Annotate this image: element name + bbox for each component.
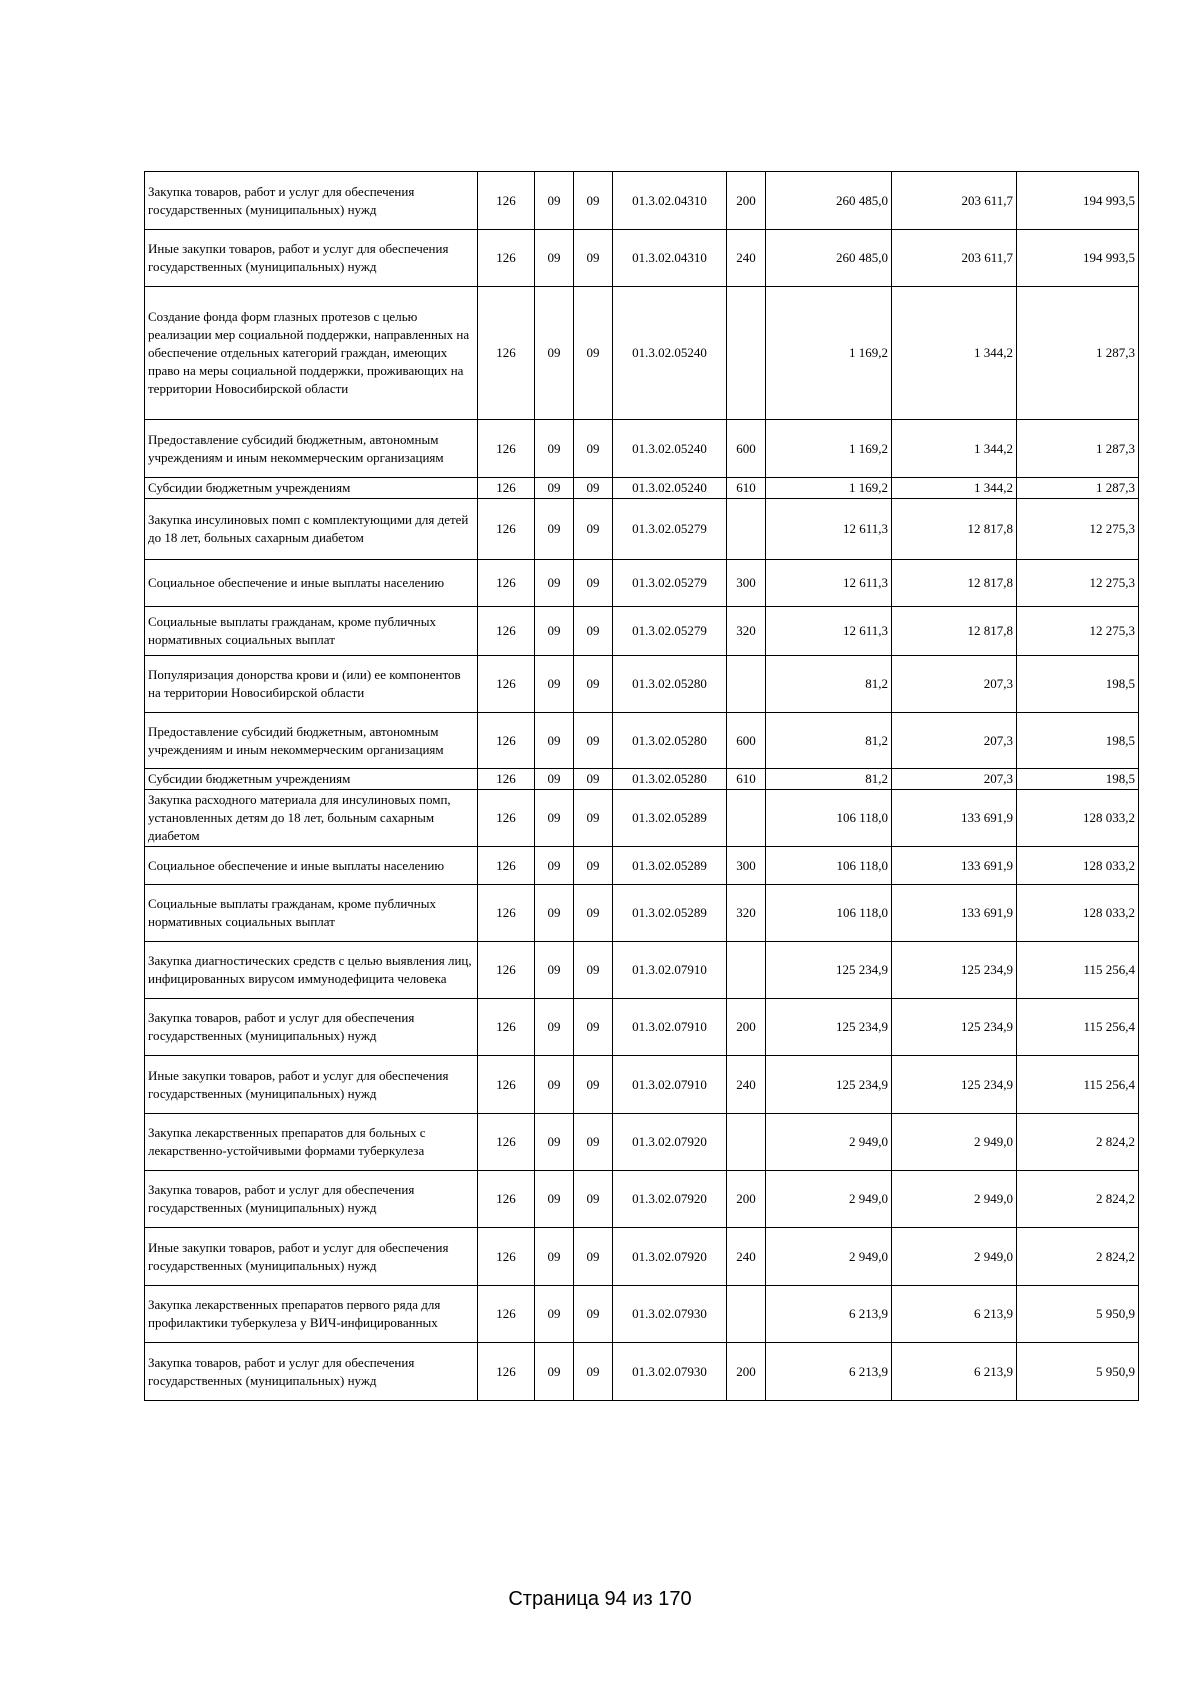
cell-amount-2: 12 817,8 — [892, 560, 1017, 607]
cell-section-code: 09 — [535, 1286, 574, 1343]
cell-amount-3: 128 033,2 — [1017, 790, 1139, 847]
cell-amount-2: 125 234,9 — [892, 942, 1017, 999]
row-description: Закупка товаров, работ и услуг для обеспечения государственных (муниципальных) нужд — [145, 999, 478, 1056]
cell-amount-2: 6 213,9 — [892, 1286, 1017, 1343]
cell-section-code: 09 — [535, 942, 574, 999]
cell-subsection-code: 09 — [574, 607, 613, 656]
cell-grbs-code: 126 — [478, 560, 535, 607]
cell-amount-2: 1 344,2 — [892, 287, 1017, 420]
cell-grbs-code: 126 — [478, 769, 535, 790]
cell-target-article: 01.3.02.05289 — [613, 885, 727, 942]
cell-grbs-code: 126 — [478, 885, 535, 942]
cell-amount-2: 6 213,9 — [892, 1343, 1017, 1401]
cell-amount-2: 125 234,9 — [892, 1056, 1017, 1114]
cell-expense-type: 200 — [727, 1171, 766, 1228]
cell-expense-type: 240 — [727, 1056, 766, 1114]
cell-amount-1: 2 949,0 — [766, 1114, 892, 1171]
cell-expense-type: 600 — [727, 420, 766, 478]
row-description: Закупка товаров, работ и услуг для обеспечения государственных (муниципальных) нужд — [145, 1343, 478, 1401]
cell-amount-3: 194 993,5 — [1017, 172, 1139, 230]
cell-amount-2: 1 344,2 — [892, 478, 1017, 499]
table-row — [145, 478, 1139, 499]
cell-subsection-code: 09 — [574, 172, 613, 230]
table-row — [145, 560, 1139, 607]
row-description: Закупка расходного материала для инсулиновых помп, установленных детям до 18 лет, больным сахарным диабетом — [145, 790, 478, 847]
cell-target-article: 01.3.02.05280 — [613, 656, 727, 713]
cell-amount-2: 133 691,9 — [892, 885, 1017, 942]
cell-target-article: 01.3.02.05240 — [613, 478, 727, 499]
cell-subsection-code: 09 — [574, 999, 613, 1056]
row-description: Предоставление субсидий бюджетным, автономным учреждениям и иным некоммерческим организациям — [145, 420, 478, 478]
cell-subsection-code: 09 — [574, 1228, 613, 1286]
cell-grbs-code: 126 — [478, 478, 535, 499]
cell-amount-2: 1 344,2 — [892, 420, 1017, 478]
cell-section-code: 09 — [535, 656, 574, 713]
cell-section-code: 09 — [535, 172, 574, 230]
cell-expense-type — [727, 656, 766, 713]
cell-expense-type — [727, 790, 766, 847]
cell-expense-type: 320 — [727, 885, 766, 942]
cell-subsection-code: 09 — [574, 769, 613, 790]
cell-subsection-code: 09 — [574, 499, 613, 560]
row-description: Социальные выплаты гражданам, кроме публичных нормативных социальных выплат — [145, 607, 478, 656]
cell-amount-1: 12 611,3 — [766, 560, 892, 607]
cell-grbs-code: 126 — [478, 999, 535, 1056]
cell-target-article: 01.3.02.07920 — [613, 1228, 727, 1286]
cell-grbs-code: 126 — [478, 1343, 535, 1401]
cell-amount-1: 81,2 — [766, 713, 892, 769]
cell-subsection-code: 09 — [574, 230, 613, 287]
cell-target-article: 01.3.02.05289 — [613, 790, 727, 847]
cell-amount-1: 260 485,0 — [766, 230, 892, 287]
cell-amount-1: 6 213,9 — [766, 1286, 892, 1343]
cell-amount-2: 2 949,0 — [892, 1228, 1017, 1286]
table-row — [145, 942, 1139, 999]
cell-expense-type — [727, 1286, 766, 1343]
cell-grbs-code: 126 — [478, 287, 535, 420]
cell-amount-2: 133 691,9 — [892, 847, 1017, 885]
cell-grbs-code: 126 — [478, 847, 535, 885]
cell-expense-type — [727, 1114, 766, 1171]
cell-amount-3: 5 950,9 — [1017, 1343, 1139, 1401]
cell-amount-2: 207,3 — [892, 713, 1017, 769]
cell-grbs-code: 126 — [478, 713, 535, 769]
row-description: Закупка диагностических средств с целью выявления лиц, инфицированных вирусом иммунодефицита человека — [145, 942, 478, 999]
cell-amount-2: 203 611,7 — [892, 172, 1017, 230]
cell-expense-type: 600 — [727, 713, 766, 769]
cell-amount-1: 125 234,9 — [766, 999, 892, 1056]
cell-target-article: 01.3.02.05240 — [613, 420, 727, 478]
cell-target-article: 01.3.02.07910 — [613, 1056, 727, 1114]
cell-expense-type: 200 — [727, 172, 766, 230]
cell-amount-1: 260 485,0 — [766, 172, 892, 230]
cell-expense-type — [727, 287, 766, 420]
cell-section-code: 09 — [535, 769, 574, 790]
cell-expense-type: 320 — [727, 607, 766, 656]
cell-subsection-code: 09 — [574, 885, 613, 942]
cell-target-article: 01.3.02.05279 — [613, 499, 727, 560]
table-row — [145, 656, 1139, 713]
cell-grbs-code: 126 — [478, 1114, 535, 1171]
table-row — [145, 287, 1139, 420]
cell-subsection-code: 09 — [574, 1343, 613, 1401]
cell-amount-3: 1 287,3 — [1017, 420, 1139, 478]
cell-subsection-code: 09 — [574, 656, 613, 713]
cell-section-code: 09 — [535, 847, 574, 885]
cell-amount-1: 1 169,2 — [766, 287, 892, 420]
cell-amount-1: 81,2 — [766, 769, 892, 790]
cell-expense-type: 610 — [727, 769, 766, 790]
row-description: Закупка инсулиновых помп с комплектующими для детей до 18 лет, больных сахарным диабетом — [145, 499, 478, 560]
cell-section-code: 09 — [535, 478, 574, 499]
cell-amount-1: 106 118,0 — [766, 885, 892, 942]
cell-amount-3: 115 256,4 — [1017, 942, 1139, 999]
cell-expense-type: 200 — [727, 999, 766, 1056]
cell-amount-3: 2 824,2 — [1017, 1171, 1139, 1228]
cell-target-article: 01.3.02.05279 — [613, 607, 727, 656]
cell-subsection-code: 09 — [574, 478, 613, 499]
cell-section-code: 09 — [535, 999, 574, 1056]
cell-grbs-code: 126 — [478, 656, 535, 713]
cell-amount-1: 125 234,9 — [766, 942, 892, 999]
row-description: Создание фонда форм глазных протезов с целью реализации мер социальной поддержки, направленных на обеспечение отдельных категорий граждан, имеющих право на меры социальной поддержки, проживающих на территории Новосибирской области — [145, 287, 478, 420]
row-description: Субсидии бюджетным учреждениям — [145, 478, 478, 499]
cell-amount-3: 12 275,3 — [1017, 560, 1139, 607]
table-row — [145, 1056, 1139, 1114]
table-row — [145, 999, 1139, 1056]
table-row — [145, 607, 1139, 656]
cell-section-code: 09 — [535, 499, 574, 560]
cell-section-code: 09 — [535, 287, 574, 420]
cell-expense-type: 300 — [727, 847, 766, 885]
cell-expense-type — [727, 499, 766, 560]
cell-expense-type — [727, 942, 766, 999]
cell-amount-3: 2 824,2 — [1017, 1228, 1139, 1286]
table-row — [145, 1286, 1139, 1343]
row-description: Социальное обеспечение и иные выплаты населению — [145, 847, 478, 885]
cell-amount-3: 12 275,3 — [1017, 607, 1139, 656]
cell-amount-2: 12 817,8 — [892, 499, 1017, 560]
cell-target-article: 01.3.02.07920 — [613, 1171, 727, 1228]
cell-amount-1: 106 118,0 — [766, 790, 892, 847]
cell-subsection-code: 09 — [574, 713, 613, 769]
cell-target-article: 01.3.02.04310 — [613, 172, 727, 230]
table-row — [145, 769, 1139, 790]
table-body — [145, 172, 1139, 1401]
cell-amount-3: 198,5 — [1017, 713, 1139, 769]
cell-expense-type: 610 — [727, 478, 766, 499]
cell-section-code: 09 — [535, 607, 574, 656]
table-row — [145, 499, 1139, 560]
cell-amount-3: 12 275,3 — [1017, 499, 1139, 560]
cell-grbs-code: 126 — [478, 942, 535, 999]
row-description: Популяризация донорства крови и (или) ее компонентов на территории Новосибирской области — [145, 656, 478, 713]
cell-amount-3: 198,5 — [1017, 769, 1139, 790]
cell-amount-2: 203 611,7 — [892, 230, 1017, 287]
cell-section-code: 09 — [535, 560, 574, 607]
row-description: Предоставление субсидий бюджетным, автономным учреждениям и иным некоммерческим организациям — [145, 713, 478, 769]
cell-amount-3: 128 033,2 — [1017, 885, 1139, 942]
cell-amount-3: 1 287,3 — [1017, 478, 1139, 499]
cell-target-article: 01.3.02.04310 — [613, 230, 727, 287]
cell-subsection-code: 09 — [574, 287, 613, 420]
cell-grbs-code: 126 — [478, 499, 535, 560]
cell-target-article: 01.3.02.05280 — [613, 769, 727, 790]
cell-section-code: 09 — [535, 1114, 574, 1171]
cell-subsection-code: 09 — [574, 1114, 613, 1171]
cell-expense-type: 240 — [727, 230, 766, 287]
cell-subsection-code: 09 — [574, 420, 613, 478]
cell-amount-1: 12 611,3 — [766, 499, 892, 560]
cell-subsection-code: 09 — [574, 847, 613, 885]
table-row — [145, 1171, 1139, 1228]
page-number: Страница 94 из 170 — [508, 1588, 692, 1610]
cell-subsection-code: 09 — [574, 942, 613, 999]
cell-grbs-code: 126 — [478, 172, 535, 230]
cell-section-code: 09 — [535, 230, 574, 287]
cell-grbs-code: 126 — [478, 230, 535, 287]
cell-amount-2: 125 234,9 — [892, 999, 1017, 1056]
cell-amount-2: 207,3 — [892, 656, 1017, 713]
row-description: Закупка лекарственных препаратов первого ряда для профилактики туберкулеза у ВИЧ-инфицированных — [145, 1286, 478, 1343]
cell-grbs-code: 126 — [478, 1056, 535, 1114]
table-row — [145, 1228, 1139, 1286]
cell-amount-2: 12 817,8 — [892, 607, 1017, 656]
cell-target-article: 01.3.02.07910 — [613, 999, 727, 1056]
cell-section-code: 09 — [535, 885, 574, 942]
cell-subsection-code: 09 — [574, 790, 613, 847]
cell-target-article: 01.3.02.05240 — [613, 287, 727, 420]
cell-grbs-code: 126 — [478, 1286, 535, 1343]
cell-amount-2: 207,3 — [892, 769, 1017, 790]
cell-subsection-code: 09 — [574, 560, 613, 607]
cell-amount-2: 2 949,0 — [892, 1171, 1017, 1228]
cell-amount-1: 1 169,2 — [766, 478, 892, 499]
cell-section-code: 09 — [535, 713, 574, 769]
table-row — [145, 885, 1139, 942]
cell-amount-3: 194 993,5 — [1017, 230, 1139, 287]
cell-amount-1: 2 949,0 — [766, 1228, 892, 1286]
row-description: Субсидии бюджетным учреждениям — [145, 769, 478, 790]
budget-table — [144, 171, 1139, 1401]
cell-amount-1: 106 118,0 — [766, 847, 892, 885]
cell-amount-1: 6 213,9 — [766, 1343, 892, 1401]
cell-section-code: 09 — [535, 1056, 574, 1114]
cell-amount-3: 1 287,3 — [1017, 287, 1139, 420]
cell-grbs-code: 126 — [478, 1171, 535, 1228]
table-row — [145, 1114, 1139, 1171]
row-description: Закупка товаров, работ и услуг для обеспечения государственных (муниципальных) нужд — [145, 172, 478, 230]
cell-amount-2: 2 949,0 — [892, 1114, 1017, 1171]
cell-expense-type: 240 — [727, 1228, 766, 1286]
cell-grbs-code: 126 — [478, 607, 535, 656]
cell-subsection-code: 09 — [574, 1286, 613, 1343]
cell-section-code: 09 — [535, 420, 574, 478]
table-row — [145, 172, 1139, 230]
cell-amount-3: 198,5 — [1017, 656, 1139, 713]
table-row — [145, 230, 1139, 287]
cell-target-article: 01.3.02.07920 — [613, 1114, 727, 1171]
cell-grbs-code: 126 — [478, 790, 535, 847]
cell-section-code: 09 — [535, 1228, 574, 1286]
cell-amount-1: 125 234,9 — [766, 1056, 892, 1114]
cell-grbs-code: 126 — [478, 1228, 535, 1286]
cell-target-article: 01.3.02.05279 — [613, 560, 727, 607]
table-row — [145, 790, 1139, 847]
row-description: Закупка товаров, работ и услуг для обеспечения государственных (муниципальных) нужд — [145, 1171, 478, 1228]
cell-amount-3: 115 256,4 — [1017, 1056, 1139, 1114]
cell-target-article: 01.3.02.07930 — [613, 1343, 727, 1401]
row-description: Закупка лекарственных препаратов для больных с лекарственно-устойчивыми формами туберкулеза — [145, 1114, 478, 1171]
cell-target-article: 01.3.02.07930 — [613, 1286, 727, 1343]
cell-expense-type: 300 — [727, 560, 766, 607]
table-row — [145, 420, 1139, 478]
table-row — [145, 1343, 1139, 1401]
table-row — [145, 847, 1139, 885]
row-description: Социальные выплаты гражданам, кроме публичных нормативных социальных выплат — [145, 885, 478, 942]
cell-amount-1: 81,2 — [766, 656, 892, 713]
row-description: Иные закупки товаров, работ и услуг для обеспечения государственных (муниципальных) нужд — [145, 230, 478, 287]
cell-amount-3: 5 950,9 — [1017, 1286, 1139, 1343]
cell-target-article: 01.3.02.07910 — [613, 942, 727, 999]
cell-subsection-code: 09 — [574, 1056, 613, 1114]
cell-target-article: 01.3.02.05289 — [613, 847, 727, 885]
cell-amount-3: 128 033,2 — [1017, 847, 1139, 885]
row-description: Иные закупки товаров, работ и услуг для обеспечения государственных (муниципальных) нужд — [145, 1056, 478, 1114]
cell-section-code: 09 — [535, 1343, 574, 1401]
row-description: Иные закупки товаров, работ и услуг для обеспечения государственных (муниципальных) нужд — [145, 1228, 478, 1286]
cell-amount-3: 115 256,4 — [1017, 999, 1139, 1056]
cell-grbs-code: 126 — [478, 420, 535, 478]
cell-expense-type: 200 — [727, 1343, 766, 1401]
cell-amount-1: 2 949,0 — [766, 1171, 892, 1228]
row-description: Социальное обеспечение и иные выплаты населению — [145, 560, 478, 607]
cell-amount-1: 1 169,2 — [766, 420, 892, 478]
cell-amount-3: 2 824,2 — [1017, 1114, 1139, 1171]
table-row — [145, 713, 1139, 769]
cell-target-article: 01.3.02.05280 — [613, 713, 727, 769]
cell-section-code: 09 — [535, 790, 574, 847]
cell-amount-1: 12 611,3 — [766, 607, 892, 656]
cell-section-code: 09 — [535, 1171, 574, 1228]
cell-subsection-code: 09 — [574, 1171, 613, 1228]
cell-amount-2: 133 691,9 — [892, 790, 1017, 847]
